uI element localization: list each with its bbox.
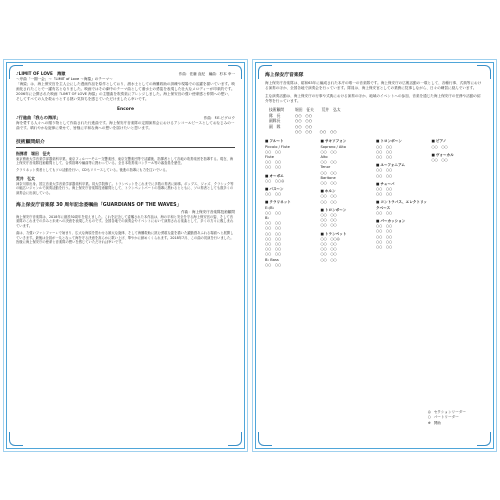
member-name: ○○ ○○ (376, 210, 393, 215)
member-name: ○○ ○○ (265, 221, 282, 226)
member-name: ○○ ○○ (376, 173, 393, 178)
member-name: Tenor (320, 165, 331, 170)
member-name: ○○ ○○ (320, 257, 337, 262)
staff-row: 副 隊 ○○ ○○ (269, 123, 313, 129)
roster-column (265, 139, 318, 271)
section-title: 技術顧問紹介 (16, 139, 45, 145)
legend (428, 410, 466, 426)
advisor-bio: クラリネット奏者としてもソロ活動を行い、CDもリリースしている。後進の指導にも力を注いでいる。 (16, 168, 169, 173)
staff-list (269, 107, 484, 134)
legend-item: ○ パートリーダー (427, 415, 459, 420)
instrument-name: ■ トロンボーン (376, 139, 429, 144)
song-title: ♪行進曲「我らの海洋」 (16, 115, 61, 121)
member-name: ○○ ○○ (320, 149, 337, 154)
instrument-group (376, 219, 429, 250)
instrument-name: ■ ユーフォニアム (376, 163, 429, 168)
member-name: Soprano / Alto (320, 144, 346, 149)
member-name: ○○ ○○ (265, 247, 282, 252)
song-description: 海を愛する人々への贈り物として作曲された行進曲です。海上保安庁音楽隊の定期演奏会におけるアンコールピースとしておなじみの一曲です。晴れやかな旋律に乗せて、皆様に平和な海への想いを届けたいと思います。 (16, 121, 235, 131)
right-page (255, 62, 494, 449)
member-name: ○○ ○○ (265, 192, 282, 197)
member-name: ○○ ○○ (265, 226, 282, 231)
member-name: ○○ ○○ (376, 155, 393, 160)
member-name: ○○ ○○ (265, 149, 282, 154)
instrument-group (265, 139, 318, 170)
member-name: ○○ ○○◎ (320, 236, 340, 241)
member-name: ○○ ○○ (376, 245, 393, 250)
instrument-group (265, 174, 318, 184)
roster-column (376, 139, 429, 271)
member-name: ○○ ○○ (265, 262, 282, 267)
instrument-group (321, 208, 374, 229)
instrument-name: ■ オーボエ (265, 174, 318, 179)
member-name: ○○ ○○◎ (265, 178, 285, 183)
org-title: 海上保安庁音楽隊 (265, 73, 304, 78)
instrument-name: ■ ホルン (321, 189, 374, 194)
member-name: B♭ (265, 216, 270, 221)
instrument-group (376, 200, 429, 216)
advisor-name: 荒井 弘太 (16, 175, 35, 181)
member-name: ○○ ○○ (376, 168, 393, 173)
member-name: ○○ ○○ (376, 239, 393, 244)
member-name: Baritone (320, 175, 336, 180)
member-name: ○○ ○○ (376, 234, 393, 239)
member-name: ○○ ○○ (265, 236, 282, 241)
member-roster (265, 139, 484, 271)
member-name: ○○ ○○ (265, 231, 282, 236)
instrument-group (265, 187, 318, 197)
member-name: ○○ ○○ (320, 213, 337, 218)
member-name: ○○ ○○ (320, 252, 337, 257)
staff-row: 技術顧問 堀田 征夫 荒井 弘太 (269, 107, 341, 113)
song-description: 海上保安庁音楽隊は、2018年に創設30周年を迎えました。これを記念して委嘱された本作品は、海の平和と安全を守る海上保安官の姿、そして音楽隊のこれまでの歩みと未来への決意を表現したものです。全国各地での演奏会やイベントにおいて演奏される楽曲として、多くの方々に親しまれています。 (16, 215, 234, 228)
instrument-name: ■ パーカッション (376, 219, 429, 224)
advisor-bio: 東京藝術大学音楽学部器楽科卒業。東京フィルハーモニー交響楽団、東京交響楽団等で活躍後、指揮者として各地の吹奏楽団を指導する。現在、海上保安庁音楽隊技術顧問として、合奏指導や編曲等に携わっている。全日本吹奏楽コンクール等の審査員を歴任。 (16, 156, 234, 165)
member-name: ○○ ○○ (320, 160, 337, 165)
member-name: ○○ ○○ (265, 242, 282, 247)
member-name: Flute (265, 155, 274, 160)
legend-item: ※ 賛助 (427, 420, 441, 425)
member-name: ○○ ○○ (320, 181, 337, 186)
instrument-name: ■ トロンボーン (321, 208, 374, 213)
member-name: Piccolo / Flute (265, 144, 290, 149)
instrument-group (376, 163, 429, 179)
song-description: 曲は、力強いファンファーレで始まり、広大な海原を思わせる雄大な旋律、そして海難救助に挑む勇敢な姿を描いた躍動感あふれる場面へと展開していきます。最後は全員が一丸となって海を守る決意を高らかに歌い上げ、華やかに締めくくられます。2018年7月、この曲の初演を行いました。皆様に海上保安庁の使命と音楽隊の想いを感じていただければ幸いです。 (16, 231, 234, 245)
instrument-group (265, 200, 318, 268)
member-name: B♭ Bass (265, 257, 279, 262)
instrument-group (376, 139, 429, 160)
song-credit: 作曲：F.E.ビグロウ (203, 116, 235, 121)
song-credit: 作曲：佐藤 直紀 編曲：杉本 幸一 (178, 72, 235, 76)
divider (16, 147, 235, 148)
member-name: ○○ ○○ (320, 194, 337, 199)
instrument-name: ■ サキソフォン (321, 139, 374, 144)
roster-column (432, 139, 485, 271)
instrument-group (432, 139, 485, 149)
song-description: 「海猿」は、海上保安官を主人公にした漫画作品を原作としており、潜水士としての海難救助の訓練や現場での活躍を描いています。映画化されたことで一躍有名となりました。映画ではその劇中のテーマ曲として潜水士の勇姿を表現した壮大なメロディーが印象的です。2006年に公開された映画『LIMIT OF LOVE 海猿』の主題曲を吹奏楽にアレンジしました。海上保安官の強い使命感と仲間への想い、そしてすべての人を救おうとする熱い気持ちを感じていただけましたら幸いです。 (16, 82, 235, 102)
member-name: ○○ ○○ (265, 160, 282, 165)
instrument-name: ■ バスーン (265, 187, 318, 192)
instrument-name: ■ コントラバス、エレクトリックベース (376, 200, 429, 210)
member-name: ○○ ○○ (376, 149, 393, 154)
instrument-name: ■ クラリネット (265, 200, 318, 205)
left-page (6, 62, 245, 449)
member-name: ○○ ○○ (376, 229, 393, 234)
song-title: ♪LIMIT OF LOVE 海猿 (16, 71, 66, 76)
instrument-group (321, 139, 374, 186)
staff-row: 隊 長 ○○ ○○ (269, 112, 313, 118)
member-name: ○○ ○○ (376, 187, 393, 192)
member-name: ○○ ○○ (376, 144, 393, 149)
instrument-name: ■ チューバ (376, 182, 429, 187)
instrument-name: ■ トランペット (321, 232, 374, 237)
member-name: ○○ ○○ (431, 158, 448, 163)
instrument-name: ■ ヴォーカル (432, 153, 485, 158)
staff-row: 副隊長 ○○ ○○ (269, 118, 313, 124)
member-name: ○○ ○○ (376, 224, 393, 229)
member-name: ○○ ○○ (265, 210, 282, 215)
instrument-name: ■ ピアノ (432, 139, 485, 144)
member-name: ○○ ○○ (431, 144, 448, 149)
instrument-group (321, 232, 374, 263)
member-name: ○○ ○○ (320, 223, 337, 228)
song-credit: 作曲：海上保安庁音楽隊技術顧問 (181, 210, 235, 214)
roster-column (321, 139, 374, 271)
org-intro: 主な演奏活動は、海上保安庁の行事や式典における演奏のほか、地域のイベントへの参加、音楽を通じた海上保安庁の任務や活動の紹介等を行っています。 (265, 94, 481, 104)
instrument-group (376, 182, 429, 198)
section-title: 海上保安庁音楽隊 30 周年記念委嘱曲「GUARDIANS OF THE WAVES」 (16, 203, 182, 208)
org-intro: 海上保安庁音楽隊は、昭和63年に編成された本庁の唯一の音楽隊です。海上保安庁の広報活動の一環として、各種行事、式典等における演奏のほか、全国各地で演奏会を行っています。隊員は、海上保安官としての業務に従事しながら、日々の練習に励んでいます。 (265, 81, 482, 91)
member-name: ○○ ○○ (320, 199, 337, 204)
member-name: Alto (320, 155, 328, 160)
encore-label: Encore (117, 107, 134, 113)
instrument-group (432, 153, 485, 163)
member-name: ○○ ○○ (265, 252, 282, 257)
advisor-bio: 神奈川県出身。国立音楽大学音楽学部器楽科卒業。同大学院修了。トランペットをこれまでに多数の奏者に師事。ポップス、ジャズ、クラシック等の幅広いジャンルで演奏活動を行う。海上保安庁音楽隊技術顧問として、トランペットパートの指導に携わるとともに、ソロ奏者としても数多くの演奏会に出演している。 (16, 181, 234, 195)
advisor-name: 指揮者 堀田 征夫 (16, 150, 51, 156)
member-name: ○○ ○○ (320, 242, 337, 247)
member-name: ○○ ○○ (320, 247, 337, 252)
member-name: E♭/B♭ (265, 205, 275, 210)
member-name: ○○ ○○ (320, 218, 337, 223)
legend-item: ◎ セクションリーダー (427, 409, 466, 414)
song-subtitle: ～序曲「一期一会」～『LIMIT of Love ～海猿』のテーマ～ (16, 77, 113, 81)
instrument-group (321, 189, 374, 205)
member-name: ○○ ○○ (265, 165, 282, 170)
member-name: ○○ ○○ (376, 192, 393, 197)
instrument-name: ■ フルート (265, 139, 318, 144)
staff-row: ○○ ○○ ○○ ○○ (295, 129, 337, 134)
member-name: ○○ ○○ (320, 170, 337, 175)
